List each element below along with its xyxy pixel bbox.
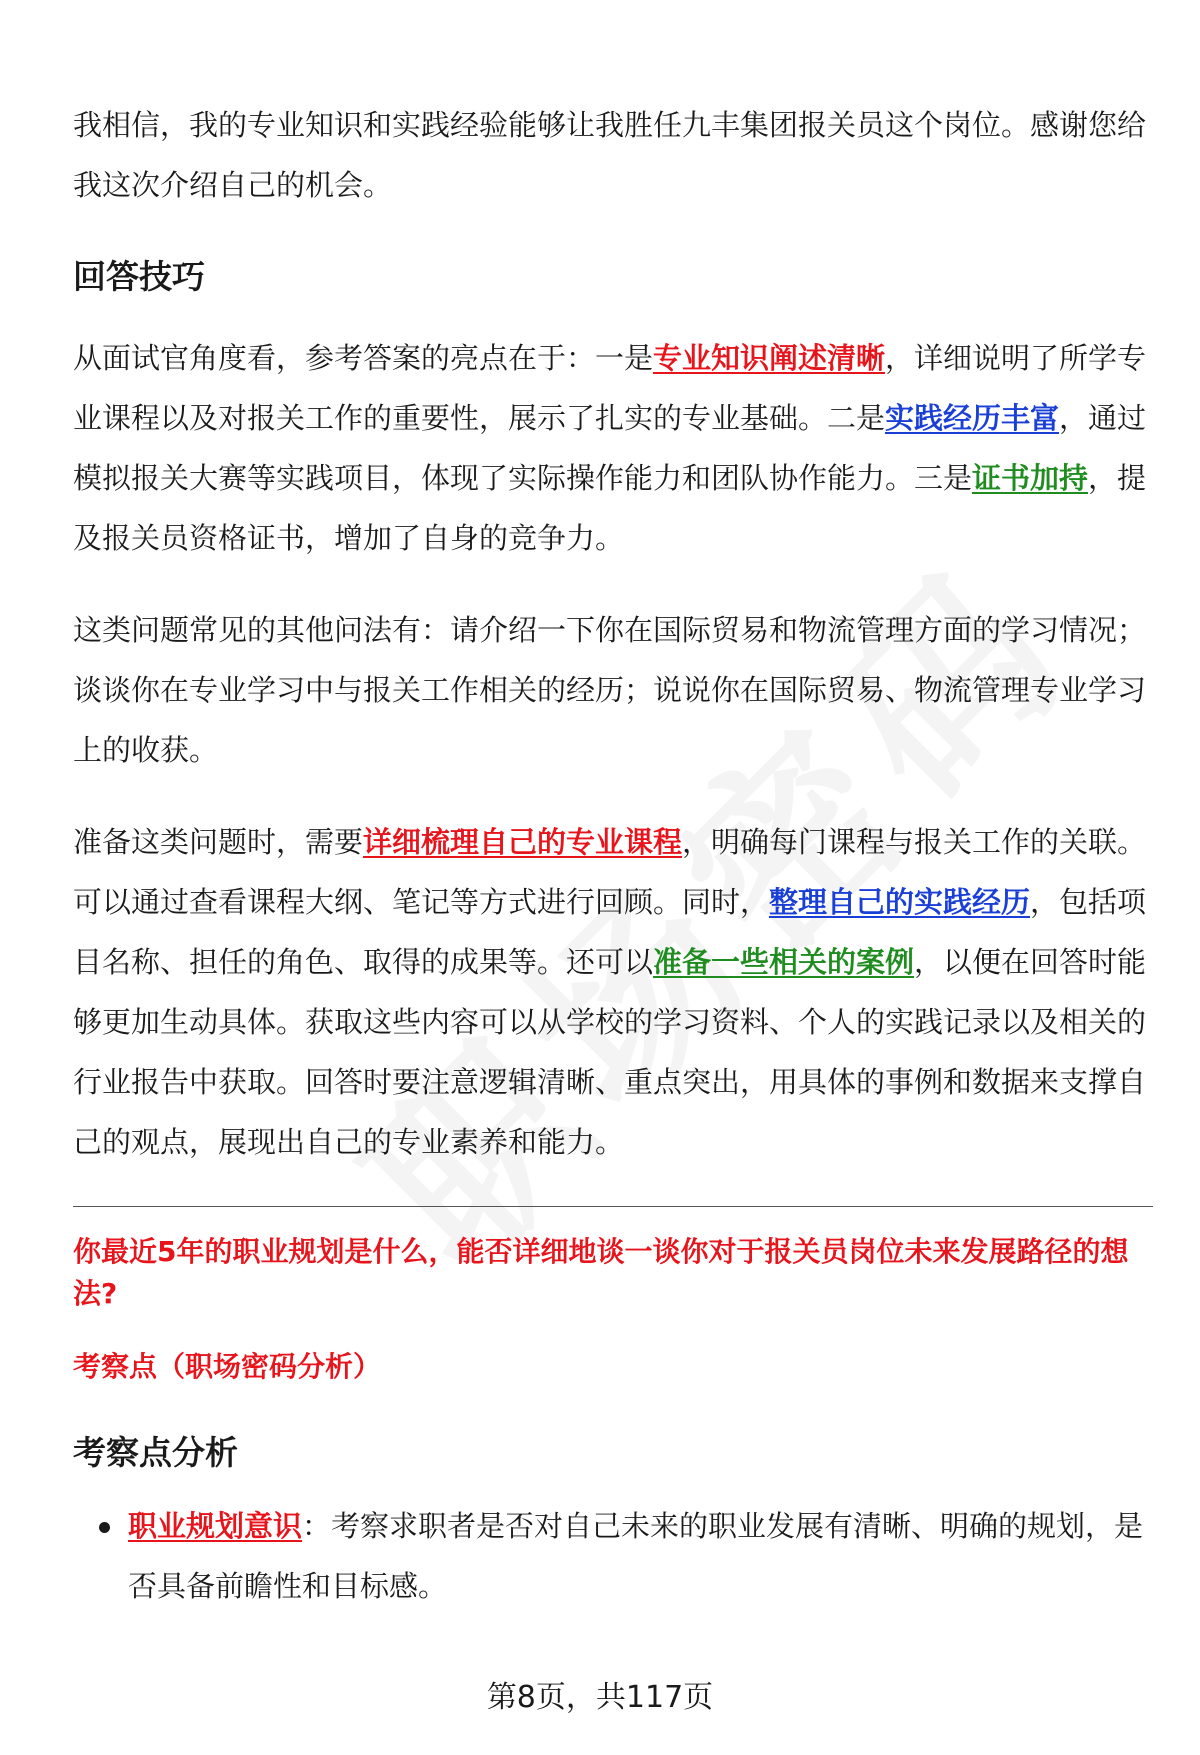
text-run: 准备这类问题时，需要 [73,825,364,859]
analysis-list [73,1496,1153,1616]
section-title-analysis: 考察点分析 [73,1433,238,1472]
highlight-career-planning: 职业规划意识 [128,1509,303,1543]
text-run: 从面试官角度看，参考答案的亮点在于：一是 [73,341,654,375]
text-run: ，明确每门课程与报关工作的关联。可以通过查看课程大纲、笔记等方式进行回顾。同时， [73,825,1147,919]
text-run: ，通过模拟报关大赛等实践项目，体现了实际操作能力和团队协作能力。三是 [73,401,1147,495]
list-item [73,1496,1153,1616]
highlight-review-courses: 详细梳理自己的专业课程 [363,825,683,859]
divider [73,1206,1153,1207]
text-run: ，提及报关员资格证书，增加了自身的竞争力。 [73,461,1147,555]
highlight-practice-experience: 实践经历丰富 [885,401,1060,435]
tips-paragraph-2: 这类问题常见的其他问法有：请介绍一下你在国际贸易和物流管理方面的学习情况；谈谈你在专业学习中与报关工作相关的经历；说说你在国际贸易、物流管理专业学习上的收获。 [73,613,1147,767]
text-run: ，以便在回答时能够更加生动具体。获取这些内容可以从学校的学习资料、个人的实践记录以及相关的行业报告中获取。回答时要注意逻辑清晰、重点突出，用具体的事例和数据来支撑自己的观点，展现出自己的专业素养和能力。 [73,945,1147,1159]
highlight-prepare-cases: 准备一些相关的案例 [653,945,915,979]
tips-paragraph-1 [73,328,1153,568]
tips-paragraph-3 [73,812,1153,1172]
text-run: ，包括项目名称、担任的角色、取得的成果等。还可以 [73,885,1147,979]
text-run: ，详细说明了所学专业课程以及对报关工作的重要性，展示了扎实的专业基础。二是 [73,341,1147,435]
highlight-certificate: 证书加持 [972,461,1089,495]
highlight-professional-knowledge: 专业知识阐述清晰 [653,341,886,375]
bullet-icon [99,1522,110,1533]
page-footer: 第8页，共117页 [486,1680,714,1715]
text-run: ：考察求职者是否对自己未来的职业发展有清晰、明确的规划，是否具备前瞻性和目标感。 [128,1509,1144,1603]
exam-point-label: 考察点（职场密码分析） [73,1350,382,1383]
section-title-tips: 回答技巧 [73,257,205,296]
highlight-organize-experience: 整理自己的实践经历 [769,885,1031,919]
document-body [73,95,1153,1616]
interview-question: 你最近5年的职业规划是什么，能否详细地谈一谈你对于报关员岗位未来发展路径的想法? [73,1235,1129,1310]
intro-paragraph: 我相信，我的专业知识和实践经验能够让我胜任九丰集团报关员这个岗位。感谢您给我这次介绍自己的机会。 [73,108,1147,202]
